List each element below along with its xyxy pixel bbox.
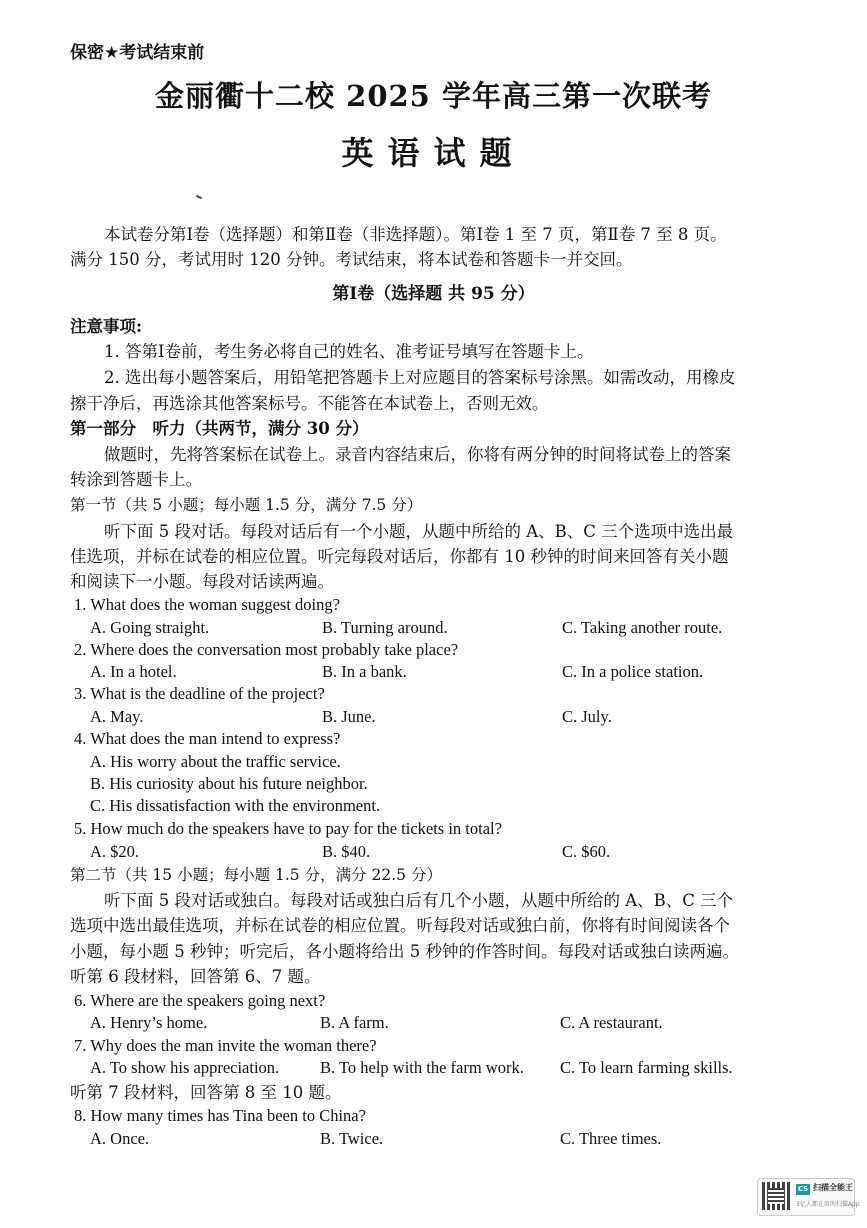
section2-desc-2: 选项中选出最佳选项，并标在试卷的相应位置。听每段对话或独白前，你将有时间阅读各个 <box>70 916 730 935</box>
q3-option-c: C. July. <box>562 707 612 726</box>
exam-subject-title: 英语试题 <box>341 134 526 172</box>
section1-desc-2: 佳选项，并标在试卷的相应位置。听完每段对话后，你都有 10 秒钟的时间来回答有关小题 <box>70 547 729 566</box>
q7-option-a: A. To show his appreciation. <box>90 1058 280 1077</box>
q2-option-c: C. In a police station. <box>562 662 704 681</box>
q6-option-c: C. A restaurant. <box>560 1013 663 1032</box>
scan-speck <box>196 195 202 199</box>
q8-option-c: C. Three times. <box>560 1129 662 1148</box>
scanner-watermark-badge <box>757 1178 860 1216</box>
q8-option-a: A. Once. <box>90 1129 150 1148</box>
q3-option-b: B. June. <box>322 707 376 726</box>
part1-desc-2: 转涂到答题卡上。 <box>70 470 202 489</box>
q2-option-a: A. In a hotel. <box>90 662 177 681</box>
q4-option-c: C. His dissatisfaction with the environment. <box>90 796 381 815</box>
q4-option-b: B. His curiosity about his future neighbor. <box>90 774 368 793</box>
q5-option-c: C. $60. <box>562 842 611 861</box>
q6-option-b: B. A farm. <box>320 1013 389 1032</box>
question-8: 8. How many times has Tina been to China? <box>74 1106 366 1125</box>
exam-title: 金丽衢十二校 2025 学年高三第一次联考 <box>155 79 712 113</box>
part1-desc-1: 做题时，先将答案标在试卷上。录音内容结束后，你将有两分钟的时间将试卷上的答案 <box>104 445 731 464</box>
q1-option-c: C. Taking another route. <box>562 618 723 637</box>
confidential-label: 保密★考试结束前 <box>70 43 205 63</box>
q4-option-a: A. His worry about the traffic service. <box>90 752 341 771</box>
section1-desc-3: 和阅读下一小题。每段对话读两遍。 <box>70 572 334 591</box>
q2-option-b: B. In a bank. <box>322 662 407 681</box>
q5-option-b: B. $40. <box>322 842 371 861</box>
notes-item-1: 1. 答第Ⅰ卷前，考生务必将自己的姓名、准考证号填写在答题卡上。 <box>104 342 594 361</box>
section1-heading: 第一节（共 5 小题；每小题 1.5 分，满分 7.5 分） <box>70 496 423 514</box>
part1-heading: 第一部分 听力（共两节，满分 30 分） <box>70 419 369 438</box>
question-2: 2. Where does the conversation most probably take place? <box>74 640 459 659</box>
q1-option-a: A. Going straight. <box>90 618 210 637</box>
section2-heading: 第二节（共 15 小题；每小题 1.5 分，满分 22.5 分） <box>70 866 442 884</box>
notes-item-2: 2. 选出每小题答案后，用铅笔把答题卡上对应题目的答案标号涂黑。如需改动，用橡皮 <box>104 368 736 387</box>
volume1-title: 第Ⅰ卷（选择题 共 95 分） <box>332 284 535 304</box>
q7-option-c: C. To learn farming skills. <box>560 1058 733 1077</box>
intro-line-2: 满分 150 分，考试用时 120 分钟。考试结束，将本试卷和答题卡一并交回。 <box>70 250 633 269</box>
scanner-app-name: 扫描全能王 <box>813 1183 853 1192</box>
question-7: 7. Why does the man invite the woman there? <box>74 1036 377 1055</box>
q8-option-b: B. Twice. <box>320 1129 384 1148</box>
material-6-note: 听第 6 段材料，回答第 6、7 题。 <box>70 967 321 986</box>
q5-option-a: A. $20. <box>90 842 140 861</box>
q6-option-a: A. Henry’s home. <box>90 1013 208 1032</box>
notes-heading: 注意事项: <box>70 317 143 336</box>
notes-item-2-cont: 擦干净后，再选涂其他答案标号。不能答在本试卷上，否则无效。 <box>70 394 549 413</box>
question-4: 4. What does the man intend to express? <box>74 729 341 748</box>
scanner-app-tagline: 3亿人都在用的扫描App <box>796 1201 860 1208</box>
question-1: 1. What does the woman suggest doing? <box>74 595 340 614</box>
question-5: 5. How much do the speakers have to pay for the tickets in total? <box>74 819 502 838</box>
question-3: 3. What is the deadline of the project? <box>74 684 325 703</box>
q7-option-b: B. To help with the farm work. <box>320 1058 524 1077</box>
section1-desc-1: 听下面 5 段对话。每段对话后有一个小题，从题中所给的 A、B、C 三个选项中选出最 <box>104 522 734 541</box>
section2-desc-1: 听下面 5 段对话或独白。每段对话或独白后有几个小题，从题中所给的 A、B、C 三个 <box>104 891 734 910</box>
q1-option-b: B. Turning around. <box>322 618 448 637</box>
question-6: 6. Where are the speakers going next? <box>74 991 326 1010</box>
section2-desc-3: 小题，每小题 5 秒钟；听完后，各小题将给出 5 秒钟的作答时间。每段对话或独白读两遍。 <box>70 942 739 961</box>
camscanner-logo-icon: CS <box>797 1185 809 1193</box>
intro-line-1: 本试卷分第Ⅰ卷（选择题）和第Ⅱ卷（非选择题）。第Ⅰ卷 1 至 7 页，第Ⅱ卷 7 至 8 页。 <box>104 225 727 244</box>
qr-code-icon <box>762 1182 790 1210</box>
material-7-note: 听第 7 段材料，回答第 8 至 10 题。 <box>70 1083 342 1102</box>
q3-option-a: A. May. <box>90 707 144 726</box>
